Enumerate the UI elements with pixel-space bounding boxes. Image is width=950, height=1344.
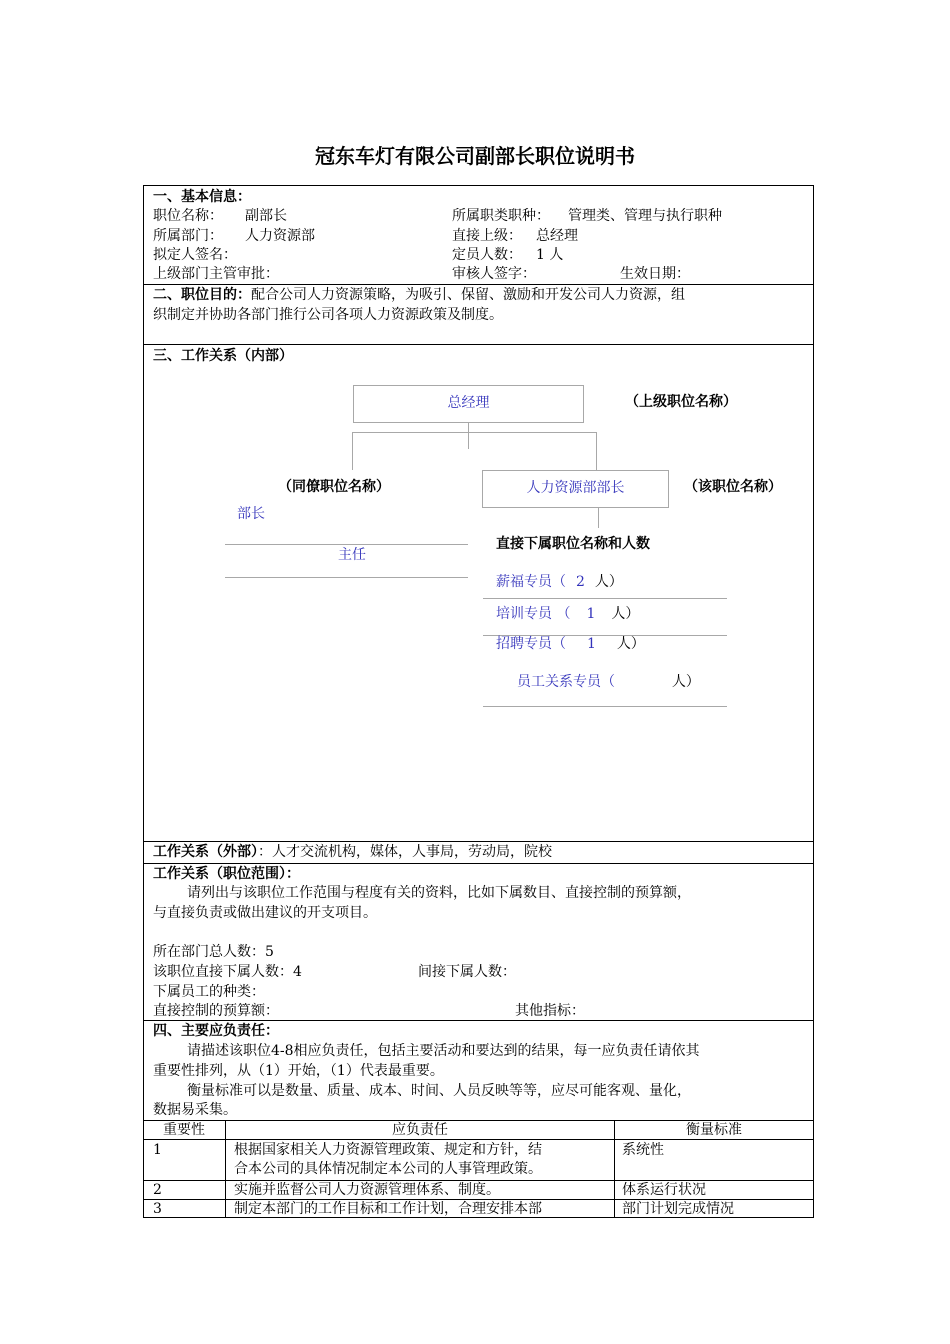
headcount-label: 定员人数： [452,247,522,263]
supervisor-label: 直接上级： [452,228,522,244]
this-position-box: 人力资源部部长 [482,470,669,508]
drafter-signature-label: 拟定人签名： [153,247,237,263]
supervisor-value: 总经理 [536,228,578,244]
subordinate-row [496,573,623,592]
category-label: 所属职类职种： [452,208,550,224]
department-label: 所属部门： [153,228,223,244]
frame-left-border [143,185,144,1218]
duties-instruction-4: 数据易采集。 [153,1102,237,1118]
column-header-responsibility: 应负责任 [392,1122,448,1138]
column-header-measure: 衡量标准 [686,1122,742,1138]
duties-heading-line [153,1022,279,1041]
subordinate-divider [483,598,727,599]
department-value: 人力资源部 [245,228,315,244]
duty-text: 实施并监督公司人力资源管理体系、制度。 [234,1182,500,1198]
org-chart-connector [352,432,597,433]
subordinate-unit: 人） [616,636,645,652]
external-relations-line [153,843,552,862]
frame-right-border [813,185,814,1218]
column-header-importance: 重要性 [163,1122,205,1138]
subordinate-unit: 人） [671,674,700,690]
org-chart-connector [352,432,353,470]
section-divider [143,841,814,842]
scope-label: 工作关系（职位范围） [153,866,286,882]
subordinate-unit: 人） [594,574,623,590]
section-divider [143,344,814,345]
scope-instruction-2: 与直接负责或做出建议的开支项目。 [153,905,377,921]
section-divider [143,284,814,285]
position-name-label: 职位名称： [153,208,223,224]
external-relations-text: ：人才交流机构，媒体，人事局，劳动局，院校 [258,844,552,860]
external-relations-label: 工作关系（外部） [153,844,258,860]
subordinate-row [517,673,700,692]
category-value: 管理类、管理与执行职种 [568,208,722,224]
scope-heading-line [153,865,300,884]
department-total-headcount: 所在部门总人数：5 [153,944,274,960]
direct-budget-label: 直接控制的预算额： [153,1003,279,1019]
subordinate-name: 培训专员 （ [496,606,571,622]
duty-text: 根据国家相关人力资源管理政策、规定和方针，结 [234,1142,542,1158]
subordinate-unit: 人） [611,606,640,622]
scope-instruction-1: 请列出与该职位工作范围与程度有关的资料，比如下属数目、直接控制的预算额， [187,885,691,901]
reviewer-signature-label: 审核人签字： [452,266,536,282]
subordinate-types-label: 下属员工的种类： [153,984,265,1000]
subordinate-count: 1 [586,606,596,622]
duties-instruction-3: 衡量标准可以是数量、质量、成本、时间、人员反映等等，应尽可能客观、量化， [187,1083,691,1099]
superior-position-box: 总经理 [353,385,584,423]
headcount-value: 1 人 [536,247,564,263]
duty-measure: 体系运行状况 [622,1182,706,1198]
purpose-line-1 [153,286,685,305]
purpose-heading: 二、职位目的： [153,287,251,303]
subordinate-name: 薪福专员（ [496,574,566,590]
duty-text: 制定本部门的工作目标和工作计划，合理安排本部 [234,1201,542,1217]
org-chart-connector [596,432,597,470]
upper-approval-label: 上级部门主管审批： [153,266,279,282]
document-title: 冠东车灯有限公司副部长职位说明书 [315,144,635,168]
other-indicators-label: 其他指标： [515,1003,585,1019]
basic-info-heading: 一、基本信息： [153,189,251,205]
subordinate-name: 招聘专员（ [496,636,566,652]
peer-position-2: 主任 [338,547,366,563]
duty-measure: 部门计划完成情况 [622,1201,734,1217]
peer-position-1: 部长 [237,506,265,522]
duty-rank: 2 [153,1182,162,1198]
indirect-subordinates-label: 间接下属人数： [418,964,516,980]
duties-colon: ： [265,1023,279,1039]
section-divider [143,863,814,864]
scope-colon: ： [286,866,300,882]
peer-divider [225,577,468,578]
subordinate-count: 1 [586,636,596,652]
this-position-tag: （该职位名称） [684,479,782,495]
purpose-line-2: 织制定并协助各部门推行公司各项人力资源政策及制度。 [153,307,503,323]
subordinate-divider [483,706,727,707]
subordinate-row [496,635,645,654]
duties-heading: 四、主要应负责任 [153,1023,265,1039]
subordinates-heading: 直接下属职位名称和人数 [496,536,650,552]
duty-rank: 3 [153,1201,162,1217]
subordinate-count: 2 [575,574,585,590]
internal-relations-heading: 三、工作关系（内部） [153,348,293,364]
org-chart-connector [598,508,599,528]
peer-position-tag: （同僚职位名称） [278,479,390,495]
peer-divider [225,544,468,545]
effective-date-label: 生效日期： [620,266,690,282]
direct-subordinates-count: 该职位直接下属人数：4 [153,964,302,980]
duty-measure: 系统性 [622,1142,664,1158]
subordinate-row [496,605,639,624]
purpose-text-1: 配合公司人力资源策略，为吸引、保留、激励和开发公司人力资源，组 [251,287,685,303]
position-name-value: 副部长 [245,208,287,224]
duty-rank: 1 [153,1142,162,1158]
duties-instruction-1: 请描述该职位4-8相应负责任，包括主要活动和要达到的结果，每一应负责任请依其 [187,1043,700,1059]
duties-instruction-2: 重要性排列，从（1）开始，（1）代表最重要。 [153,1063,444,1079]
superior-position-tag: （上级职位名称） [625,394,737,410]
frame-top-border [143,185,814,186]
duty-text: 合本公司的具体情况制定本公司的人事管理政策。 [234,1161,542,1177]
org-chart-connector [468,423,469,449]
subordinate-name: 员工关系专员（ [517,674,615,690]
